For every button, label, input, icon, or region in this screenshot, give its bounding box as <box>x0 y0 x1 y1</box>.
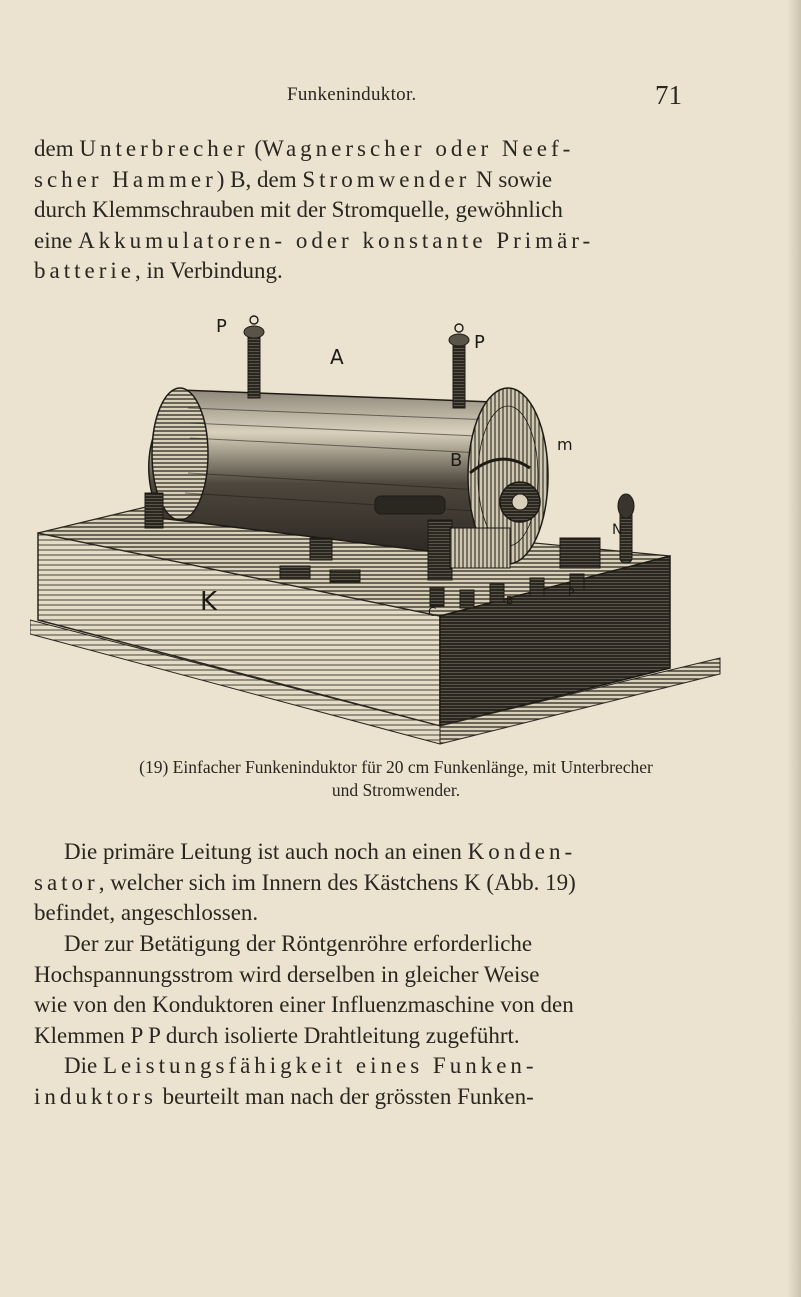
paragraph-1-line-3: durch Klemmschrauben mit der Stromquelle, gewöhnlich <box>34 197 563 222</box>
figure-caption <box>46 756 746 802</box>
paragraph-1-line-2: scher Hammer) B, dem Stromwender N sowie <box>34 166 553 192</box>
paragraph-2-line-1: Die primäre Leitung ist auch noch an einen Konden- <box>64 839 577 864</box>
caption-line-2: und Stromwender. <box>331 780 461 800</box>
label-c: C <box>428 605 437 619</box>
paragraph-4 <box>34 1051 714 1112</box>
running-title: Funkeninduktor. <box>287 84 417 105</box>
paragraph-1-line-4: eine Akkumulatoren- oder konstante Primär- <box>34 227 595 253</box>
induction-coil-illustration <box>30 298 774 750</box>
label-a: A <box>330 345 344 369</box>
paragraph-4-line-1: Die Leistungsfähigkeit eines Funken- <box>64 1053 538 1078</box>
paragraph-1-line-1: dem Unterbrecher (Wagnerscher oder Neef- <box>34 136 575 161</box>
running-header <box>0 80 801 110</box>
label-p-small: P <box>568 586 575 599</box>
label-p-left: P <box>216 316 227 337</box>
label-p-right: P <box>474 332 485 353</box>
label-m: m <box>557 435 573 454</box>
page-number: 71 <box>655 80 682 110</box>
page-edge-shadow <box>787 0 801 1297</box>
caption-line-1: (19) Einfacher Funkeninduktor für 20 cm Funkenlänge, mit Unterbrecher <box>139 757 653 777</box>
paragraph-2-line-3: befindet, angeschlossen. <box>34 900 259 925</box>
paragraph-2 <box>34 837 714 929</box>
paragraph-3-line-3: wie von den Konduktoren einer Influenzmaschine von den <box>34 992 574 1017</box>
paragraph-3 <box>34 929 714 1051</box>
paragraph-3-line-2: Hochspannungsstrom wird derselben in gleicher Weise <box>34 961 540 987</box>
paragraph-3-line-1: Der zur Betätigung der Röntgenröhre erforderliche <box>64 931 533 956</box>
paragraph-1-line-5: batterie, in Verbindung. <box>34 258 283 283</box>
paragraph-1 <box>34 134 714 287</box>
label-k: K <box>200 587 218 617</box>
paragraph-2-line-2: sator, welcher sich im Innern des Kästchens K (Abb. 19) <box>34 869 576 895</box>
label-n: N <box>612 522 623 538</box>
paragraph-3-line-4: Klemmen P P durch isolierte Drahtleitung zugeführt. <box>34 1022 520 1048</box>
label-b: B <box>450 450 463 471</box>
label-b-small: B <box>506 594 514 607</box>
paragraph-4-line-2: induktors beurteilt man nach der grössten Funken- <box>34 1083 534 1109</box>
